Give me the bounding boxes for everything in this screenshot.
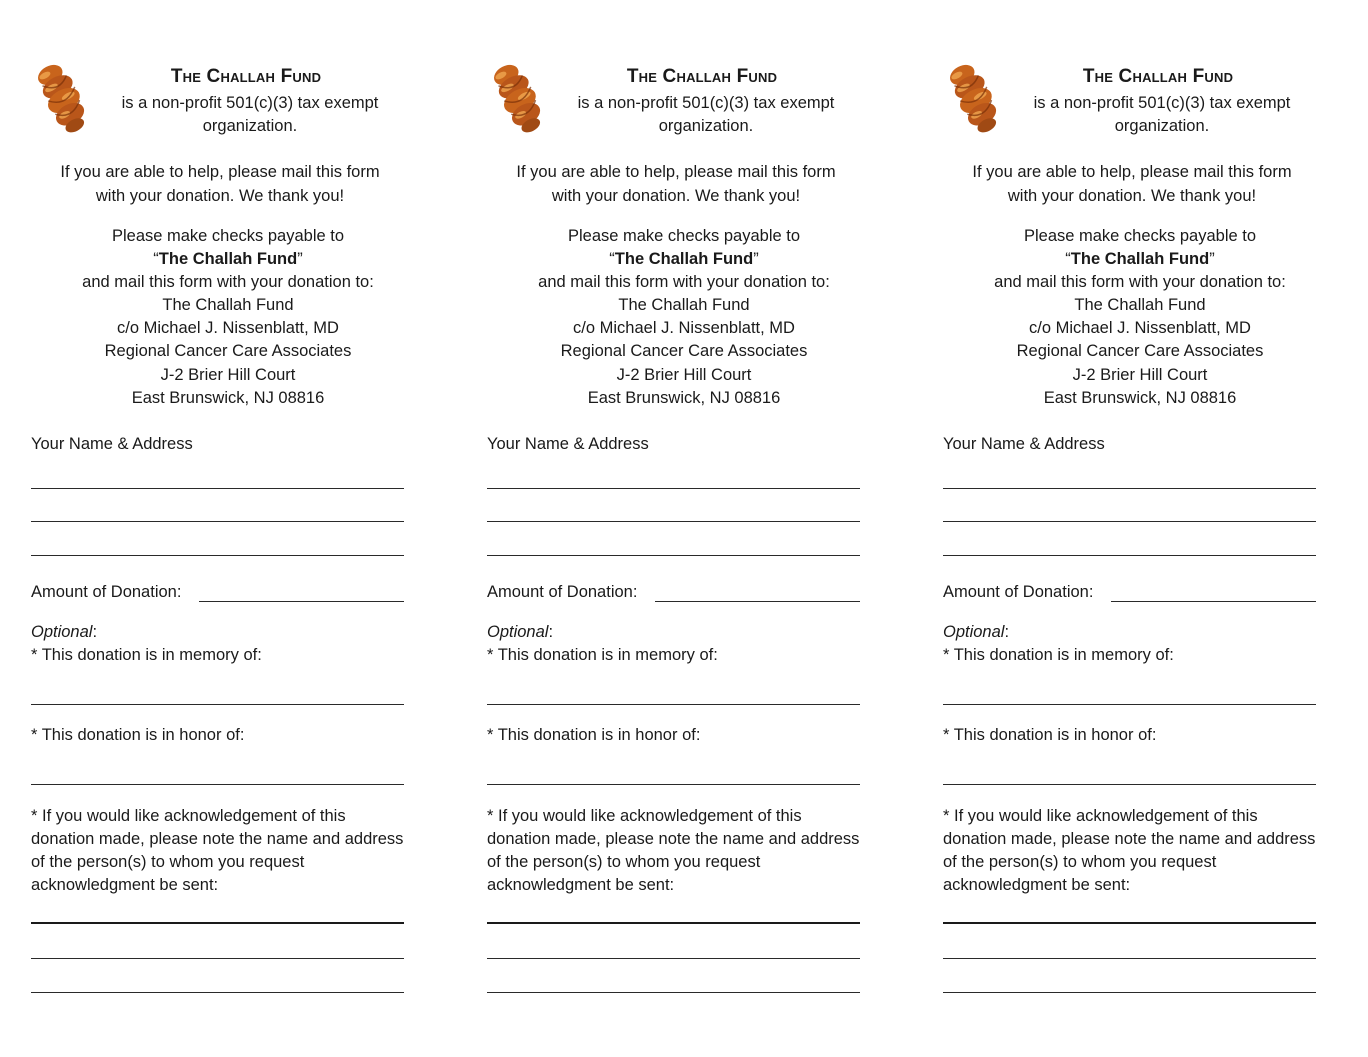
memory-label: * This donation is in memory of: bbox=[943, 646, 1174, 664]
honor-line[interactable] bbox=[487, 784, 860, 785]
payee-name: The Challah Fund bbox=[158, 250, 298, 269]
name-address-label: Your Name & Address bbox=[31, 435, 193, 453]
name-address-line[interactable] bbox=[943, 555, 1316, 556]
org-title: The Challah Fund bbox=[626, 66, 778, 87]
optional-label: Optional: bbox=[943, 623, 1010, 641]
name-address-line[interactable] bbox=[31, 488, 404, 489]
name-address-line[interactable] bbox=[487, 555, 860, 556]
acknowledgement-text: * If you would like acknowledgement of this donation made, please note the name and address of the person(s) to whom you request acknowledgment be sent: bbox=[31, 807, 404, 895]
mailing-instructions: Please make checks payable to “The Challah Fund” and mail this form with your donation to: The Challah Fund c/o Michael J. Nissenblatt, MD Regional Cancer Care Associates J-2 Brier Hill Court East Brunswick, NJ 08816 bbox=[0, 225, 456, 410]
honor-line[interactable] bbox=[31, 784, 404, 785]
memory-line[interactable] bbox=[31, 704, 404, 705]
address-line: J-2 Brier Hill Court bbox=[160, 365, 296, 384]
amount-line[interactable] bbox=[655, 601, 860, 602]
amount-label: Amount of Donation: bbox=[943, 583, 1094, 601]
address-line: The Challah Fund bbox=[618, 296, 750, 315]
acknowledgement-line[interactable] bbox=[487, 922, 860, 924]
memory-label: * This donation is in memory of: bbox=[487, 646, 718, 664]
challah-bread-icon bbox=[486, 58, 550, 136]
donation-form-3 bbox=[912, 0, 1352, 1057]
address-line: East Brunswick, NJ 08816 bbox=[1043, 388, 1237, 407]
memory-line[interactable] bbox=[487, 704, 860, 705]
honor-line[interactable] bbox=[943, 784, 1316, 785]
challah-bread-icon bbox=[30, 58, 94, 136]
org-subtitle: is a non-profit 501(c)(3) tax exempt organization. bbox=[577, 94, 835, 135]
amount-line[interactable] bbox=[1111, 601, 1316, 602]
amount-line[interactable] bbox=[199, 601, 404, 602]
acknowledgement-line[interactable] bbox=[943, 958, 1316, 959]
donation-form-1 bbox=[0, 0, 440, 1057]
memory-label: * This donation is in memory of: bbox=[31, 646, 262, 664]
org-title: The Challah Fund bbox=[1082, 66, 1234, 87]
address-line: The Challah Fund bbox=[1074, 296, 1206, 315]
payee-name: The Challah Fund bbox=[614, 250, 754, 269]
optional-label: Optional: bbox=[31, 623, 98, 641]
name-address-line[interactable] bbox=[487, 521, 860, 522]
address-line: The Challah Fund bbox=[162, 296, 294, 315]
acknowledgement-line[interactable] bbox=[31, 958, 404, 959]
org-title: The Challah Fund bbox=[170, 66, 322, 87]
address-line: J-2 Brier Hill Court bbox=[1072, 365, 1208, 384]
help-text: If you are able to help, please mail this form with your donation. We thank you! bbox=[60, 163, 380, 205]
memory-line[interactable] bbox=[943, 704, 1316, 705]
donation-form-2 bbox=[456, 0, 896, 1057]
acknowledgement-line[interactable] bbox=[31, 922, 404, 924]
address-line: East Brunswick, NJ 08816 bbox=[587, 388, 781, 407]
amount-label: Amount of Donation: bbox=[31, 583, 182, 601]
amount-label: Amount of Donation: bbox=[487, 583, 638, 601]
name-address-line[interactable] bbox=[31, 521, 404, 522]
help-text: If you are able to help, please mail this form with your donation. We thank you! bbox=[516, 163, 836, 205]
honor-label: * This donation is in honor of: bbox=[31, 726, 245, 744]
challah-bread-icon bbox=[942, 58, 1006, 136]
acknowledgement-line[interactable] bbox=[487, 992, 860, 993]
acknowledgement-line[interactable] bbox=[31, 992, 404, 993]
name-address-line[interactable] bbox=[487, 488, 860, 489]
address-line: East Brunswick, NJ 08816 bbox=[131, 388, 325, 407]
address-line: Regional Cancer Care Associates bbox=[560, 342, 808, 361]
acknowledgement-line[interactable] bbox=[487, 958, 860, 959]
name-address-line[interactable] bbox=[943, 521, 1316, 522]
mailing-instructions: Please make checks payable to “The Challah Fund” and mail this form with your donation to: The Challah Fund c/o Michael J. Nissenblatt, MD Regional Cancer Care Associates J-2 Brier Hill Court East Brunswick, NJ 08816 bbox=[456, 225, 912, 410]
honor-label: * This donation is in honor of: bbox=[943, 726, 1157, 744]
name-address-label: Your Name & Address bbox=[487, 435, 649, 453]
name-address-label: Your Name & Address bbox=[943, 435, 1105, 453]
org-subtitle: is a non-profit 501(c)(3) tax exempt organization. bbox=[1033, 94, 1291, 135]
acknowledgement-line[interactable] bbox=[943, 922, 1316, 924]
address-line: c/o Michael J. Nissenblatt, MD bbox=[573, 319, 795, 338]
address-line: Regional Cancer Care Associates bbox=[104, 342, 352, 361]
acknowledgement-text: * If you would like acknowledgement of this donation made, please note the name and address of the person(s) to whom you request acknowledgment be sent: bbox=[943, 807, 1316, 895]
mailing-instructions: Please make checks payable to “The Challah Fund” and mail this form with your donation to: The Challah Fund c/o Michael J. Nissenblatt, MD Regional Cancer Care Associates J-2 Brier Hill Court East Brunswick, NJ 08816 bbox=[912, 225, 1368, 410]
honor-label: * This donation is in honor of: bbox=[487, 726, 701, 744]
address-line: c/o Michael J. Nissenblatt, MD bbox=[1029, 319, 1251, 338]
address-line: J-2 Brier Hill Court bbox=[616, 365, 752, 384]
name-address-line[interactable] bbox=[943, 488, 1316, 489]
address-line: c/o Michael J. Nissenblatt, MD bbox=[117, 319, 339, 338]
acknowledgement-line[interactable] bbox=[943, 992, 1316, 993]
name-address-line[interactable] bbox=[31, 555, 404, 556]
address-line: Regional Cancer Care Associates bbox=[1016, 342, 1264, 361]
optional-label: Optional: bbox=[487, 623, 554, 641]
help-text: If you are able to help, please mail this form with your donation. We thank you! bbox=[972, 163, 1292, 205]
acknowledgement-text: * If you would like acknowledgement of this donation made, please note the name and address of the person(s) to whom you request acknowledgment be sent: bbox=[487, 807, 860, 895]
payee-name: The Challah Fund bbox=[1070, 250, 1210, 269]
org-subtitle: is a non-profit 501(c)(3) tax exempt organization. bbox=[121, 94, 379, 135]
